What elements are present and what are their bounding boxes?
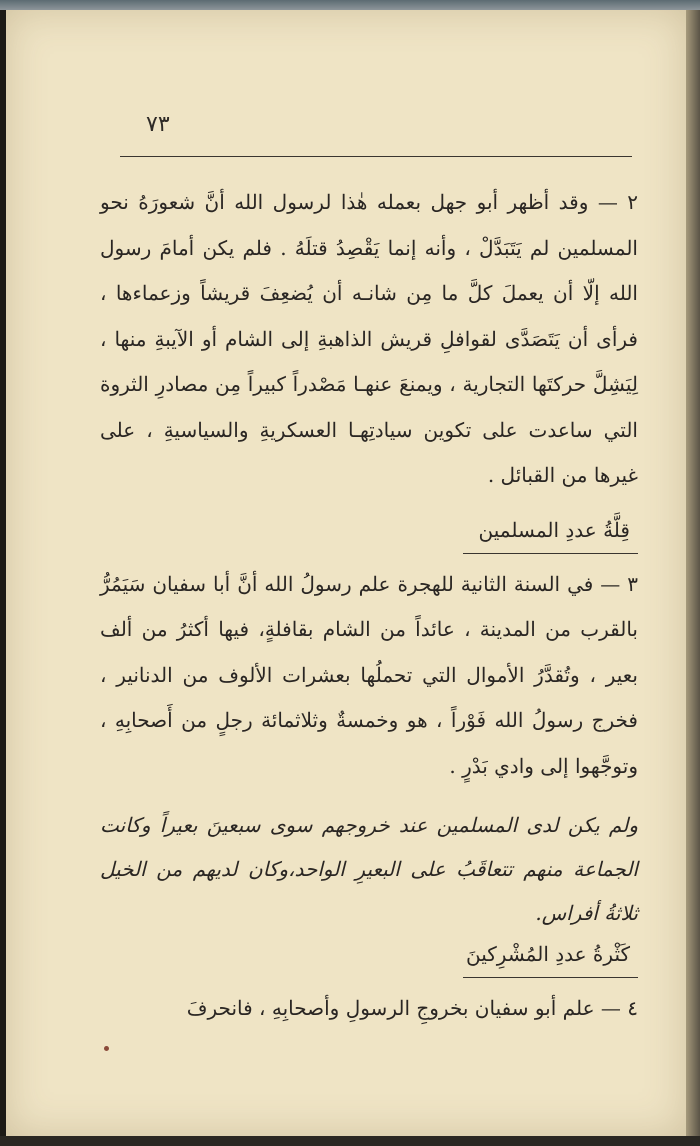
page-number: ٧٣ bbox=[146, 112, 170, 137]
section-heading-1-container bbox=[463, 513, 638, 554]
section-heading-2: كَثْرةُ عددِ المُشْرِكينَ bbox=[466, 942, 630, 966]
paragraph-2: ٢ — وقد أظهر أبو جهل بعمله هٰذا لرسول الله أنَّ شعورَهُ نحو المسلمين لم يَتَبَدَّلْ ، وأنه إنما يَقْصِدُ قتلَهُ . فلم يكن أمامَ رسول الله إلّا أن يعملَ كلَّ ما مِن شانـه أن يُضعِفَ قريشاً وزعماءها ، فرأى أن يَتَصَدَّى لقوافلِ قريش الذاهبةِ إلى الشام أو الآيبةِ منها ، لِيَشِلَّ حركتَها التجارية ، ويمنعَ عنهـا مَصْدراً كبيراً مِن مصادرِ الثروة التي ساعدت على تكوين سيادتِهـا العسكريةِ والسياسيةِ ، على غيرها من القبائل . bbox=[100, 190, 638, 487]
paragraph-note: ولم يكن لدى المسلمين عند خروجهم سوى سبعينَ بعيراً وكانت الجماعة منهم تتعاقَبُ على البعيرِ الواحد،وكان لديهم من الخيل ثلاثةُ أفراس. bbox=[100, 813, 638, 925]
page-top-edge bbox=[0, 0, 700, 10]
paragraph-4: ٤ — علم أبو سفيان بخروجِ الرسولِ وأصحابِهِ ، فانحرفَ bbox=[186, 996, 638, 1020]
page-binding-edge bbox=[686, 10, 700, 1136]
section-heading-2-container bbox=[463, 937, 638, 978]
paragraph-3: ٣ — في السنة الثانية للهجرة علم رسولُ الله أنَّ أبا سفيان سَيَمُرُّ بالقرب من المدينة ، عائداً من الشام بقافلةٍ، فيها أكثرُ من ألف بعير ، وتُقدَّرُ الأموال التي تحملُها بعشرات الألوف من الدنانير ، فخرج رسولُ الله فَوْراً ، هو وخمسةٌ وثلاثمائة رجلٍ من أَصحابِهِ ، وتوجَّهوا إلى وادي بَدْرٍ . bbox=[100, 571, 638, 778]
page-bottom-edge bbox=[0, 1136, 700, 1146]
section-heading-1: قِلَّةُ عددِ المسلمين bbox=[478, 517, 630, 542]
main-text bbox=[100, 180, 638, 1032]
header-rule bbox=[120, 156, 632, 157]
ink-spot bbox=[104, 1046, 109, 1051]
